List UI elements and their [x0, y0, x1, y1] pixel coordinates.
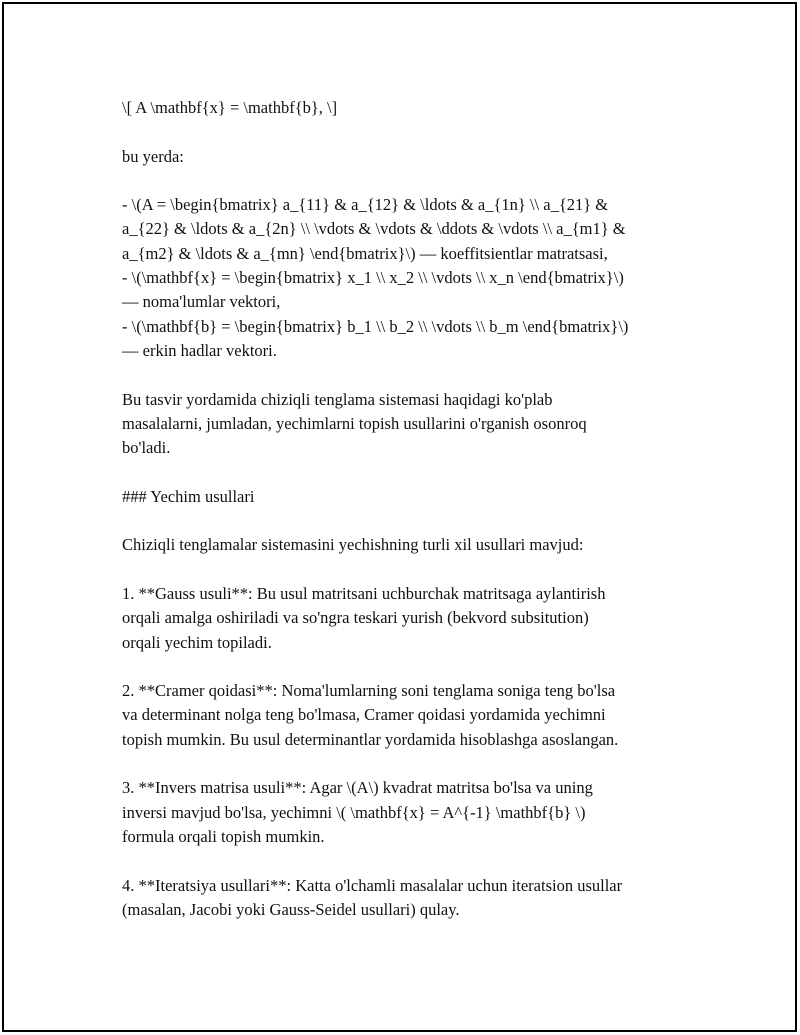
method-gauss-line: orqali yechim topiladi. [122, 632, 272, 652]
method-inverse-line: 3. **Invers matrisa usuli**: Agar \(A\) kvadrat matritsa bo'lsa va uning [122, 778, 593, 798]
method-cramer-line: 2. **Cramer qoidasi**: Noma'lumlarning soni tenglama soniga teng bo'lsa [122, 681, 616, 701]
method-gauss-line: orqali amalga oshiriladi va so'ngra teskari yurish (bekvord subsitution) [122, 608, 589, 628]
definition-line: — erkin hadlar vektori. [122, 340, 277, 360]
method-cramer-line: va determinant nolga teng bo'lmasa, Cramer qoidasi yordamida yechimni [122, 705, 606, 725]
definition-line: - \(A = \begin{bmatrix} a_{11} & a_{12} & \ldots & a_{1n} \\ a_{21} & [122, 195, 609, 215]
definition-line: - \(\mathbf{x} = \begin{bmatrix} x_1 \\ x_2 \\ \vdots \\ x_n \end{bmatrix}\) [122, 268, 624, 288]
definition-line: a_{22} & \ldots & a_{2n} \\ \vdots & \vdots & \ddots & \vdots \\ a_{m1} & [122, 219, 626, 239]
paragraph-gap [122, 120, 692, 144]
method-iterative-line: 4. **Iteratsiya usullari**: Katta o'lchamli masalalar uchun iteratsion usullar [122, 875, 623, 895]
method-inverse-line: formula orqali topish mumkin. [122, 826, 325, 846]
paragraph-gap [122, 752, 692, 776]
paragraph-gap [122, 169, 692, 193]
document-body [122, 96, 692, 922]
paragraph-gap [122, 849, 692, 873]
paragraph-gap [122, 558, 692, 582]
method-cramer-line: topish mumkin. Bu usul determinantlar yordamida hisoblashga asoslangan. [122, 729, 619, 749]
method-inverse-line: inversi mavjud bo'lsa, yechimni \( \mathbf{x} = A^{-1} \mathbf{b} \) [122, 802, 586, 822]
summary-line: masalalarni, jumladan, yechimlarni topish usullarini o'rganish osonroq [122, 413, 587, 433]
intro-line: bu yerda: [122, 146, 184, 166]
methods-intro-line: Chiziqli tenglamalar sistemasini yechishning turli xil usullari mavjud: [122, 535, 584, 555]
definition-line: — noma'lumlar vektori, [122, 292, 281, 312]
equation-line: \[ A \mathbf{x} = \mathbf{b}, \] [122, 98, 338, 117]
paragraph-gap [122, 363, 692, 387]
summary-line: bo'ladi. [122, 438, 171, 458]
method-iterative-line: (masalan, Jacobi yoki Gauss-Seidel usullari) qulay. [122, 899, 460, 919]
summary-line: Bu tasvir yordamida chiziqli tenglama sistemasi haqidagi ko'plab [122, 389, 553, 409]
page-frame [2, 2, 797, 1032]
section-heading: ### Yechim usullari [122, 486, 255, 506]
method-gauss-line: 1. **Gauss usuli**: Bu usul matritsani uchburchak matritsaga aylantirish [122, 583, 606, 603]
paragraph-gap [122, 509, 692, 533]
paragraph-gap [122, 460, 692, 484]
definition-line: - \(\mathbf{b} = \begin{bmatrix} b_1 \\ b_2 \\ \vdots \\ b_m \end{bmatrix}\) [122, 316, 629, 336]
paragraph-gap [122, 655, 692, 679]
definition-line: a_{m2} & \ldots & a_{mn} \end{bmatrix}\) — koeffitsientlar matratsasi, [122, 243, 608, 263]
